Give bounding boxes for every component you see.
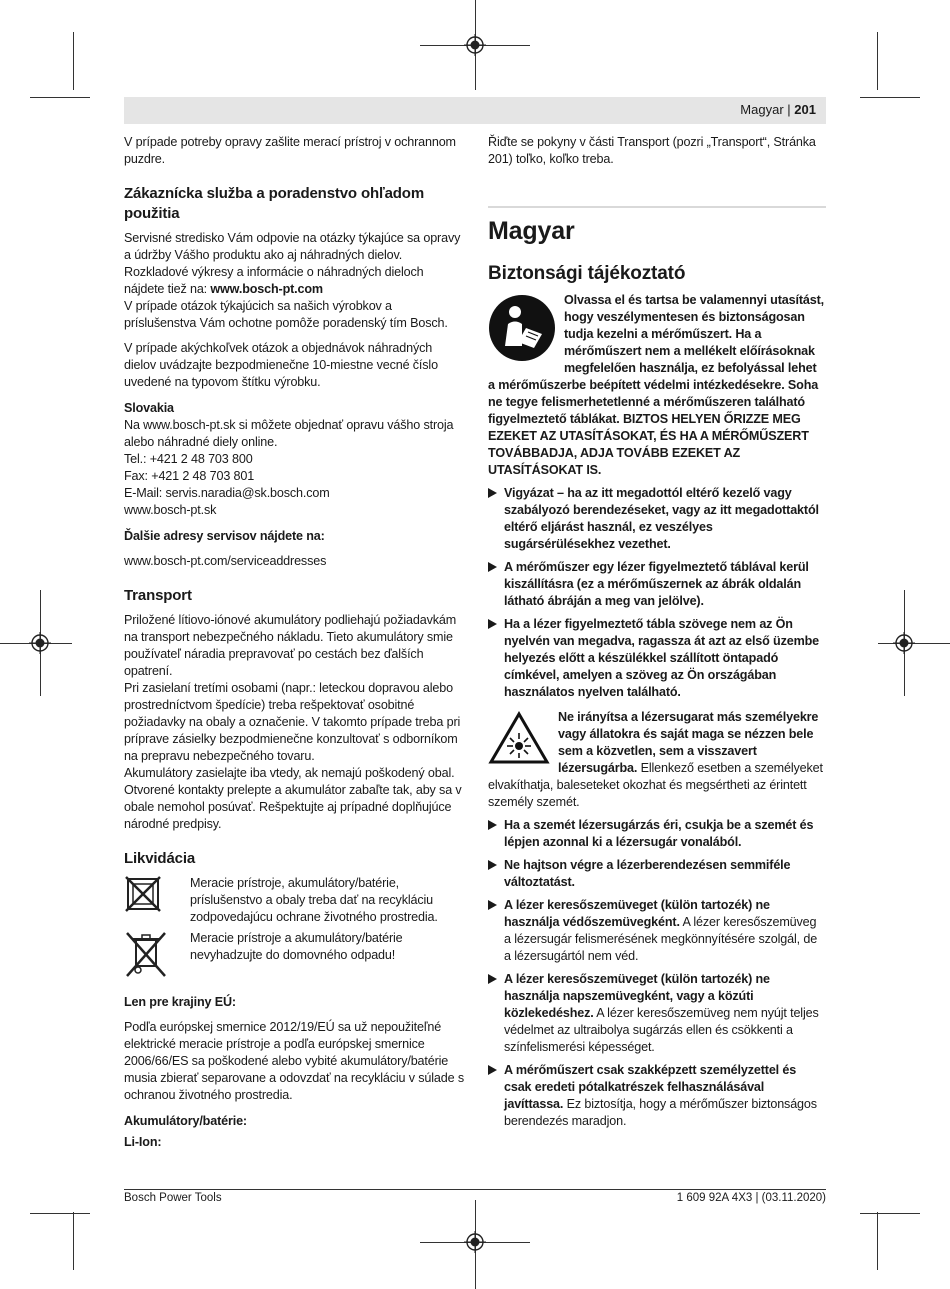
email: E-Mail: servis.naradia@sk.bosch.com [124, 486, 330, 500]
page-number: 201 [794, 102, 816, 117]
disposal-row [124, 875, 464, 926]
list-item: A lézer keresőszemüveget (külön tartozék) ne használja védőszemüvegként. A lézer keresőszemüveg a lézersugár felismerésének megkönnyítésére szolgál, de a lézersugártól nem véd. [488, 897, 826, 965]
transport-note: Řiďte se pokyny v části Transport (pozri „Transport“, Stránka 201) toľko, koľko treba. [488, 135, 816, 166]
header-text [740, 102, 816, 117]
disposal-paragraph: Meracie prístroje a akumulátory/batérie nevyhadzujte do domovného odpadu! [190, 931, 403, 962]
service-heading: Zákaznícka služba a poradenstvo ohľadom použitia [124, 185, 425, 222]
crossed-bin-icon [124, 930, 170, 980]
disposal-heading: Likvidácia [124, 850, 196, 867]
list-item: A mérőműszer egy lézer figyelmeztető táblával kerül kiszállításra (ez a mérőműszernek az ábrák oldalán látható ábráján a meg van jelölve). [488, 559, 826, 610]
bosch-link[interactable]: www.bosch-pt.com [210, 282, 323, 296]
bullet-triangle-icon [488, 860, 497, 870]
footer-doc-number: 1 609 92A 4X3 | (03.11.2020) [676, 1192, 826, 1204]
crop-mark [30, 97, 90, 98]
registration-mark-icon [893, 632, 915, 654]
footer-rule [124, 1189, 826, 1190]
country-heading: Slovakia [124, 401, 174, 415]
liion-heading: Li-Ion: [124, 1135, 162, 1149]
bullet-triangle-icon [488, 974, 497, 984]
disposal-paragraph: Meracie prístroje, akumulátory/batérie, príslušenstvo a obaly treba dať na recykláciu zodpovedajúcu ochrane životného prostredia. [190, 876, 438, 924]
service-paragraph: V prípade otázok týkajúcich sa našich výrobkov a príslušenstva Vám ochotne pomôže poradenský tím Bosch. [124, 299, 448, 330]
bullet-triangle-icon [488, 820, 497, 830]
list-item: Ha a lézer figyelmeztető tábla szövege nem az Ön nyelvén van megadva, ragassza át azt az első üzembe helyezés előtt a készülékkel szállított öntapadó címkével, amelyen a szöveg az Ön országában használatos nyelven található. [488, 616, 826, 701]
crop-mark [30, 1213, 90, 1214]
list-item: Ne hajtson végre a lézerberendezésen semmiféle változtatást. [488, 857, 826, 891]
laser-warning-icon [488, 711, 550, 765]
safety-list [488, 817, 826, 1130]
list-item: Ha a szemét lézersugárzás éri, csukja be a szemét és lépjen azonnal ki a lézersugár vonalából. [488, 817, 826, 851]
crop-mark [877, 32, 878, 90]
laser-warning-block [488, 709, 826, 811]
section-divider [488, 206, 826, 208]
disposal-row [124, 930, 464, 980]
service-paragraph: Servisné stredisko Vám odpovie na otázky týkajúce sa opravy a údržby Vášho produktu ako aj náhradných dielov. Rozkladové výkresy a informácie o náhradných dieloch nájdete tiež na: www.bosch-pt.com [124, 231, 461, 296]
safety-heading: Biztonsági tájékoztató [488, 263, 686, 284]
bullet-triangle-icon [488, 900, 497, 910]
list-item: A mérőműszert csak szakképzett személyzettel és csak eredeti pótalkatrészek felhasználásával javíttassa. Ez biztosítja, hogy a mérőműszer biztonságos berendezés maradjon. [488, 1062, 826, 1130]
read-manual-block [488, 292, 826, 479]
crop-mark [73, 32, 74, 90]
left-column [124, 134, 464, 1151]
transport-paragraph: Priložené lítiovo-iónové akumulátory podliehajú požiadavkám na transport nebezpečného nákladu. Tieto akumulátory smie používateľ náradia prepravovať po cestách bez ďalších opatrení. [124, 613, 457, 678]
registration-mark-icon [464, 34, 486, 56]
bullet-triangle-icon [488, 619, 497, 629]
fax: Fax: +421 2 48 703 801 [124, 469, 255, 483]
page-header [124, 97, 826, 124]
header-separator: | [787, 102, 791, 117]
crop-mark [877, 1212, 878, 1270]
read-manual-icon [488, 294, 556, 362]
safety-list [488, 485, 826, 701]
crop-mark [73, 1212, 74, 1270]
right-column [488, 134, 826, 1130]
more-addresses-heading: Ďalšie adresy servisov nájdete na: [124, 529, 325, 543]
bullet-triangle-icon [488, 488, 497, 498]
country-paragraph: Na www.bosch-pt.sk si môžete objednať opravu vášho stroja alebo náhradné diely online. [124, 418, 454, 449]
list-item: Vigyázat – ha az itt megadottól eltérő kezelő vagy szabályozó berendezéseket, vagy az itt megadottaktól eltérő eljárást használ, ez veszélyes sugársérülésekhez vezethet. [488, 485, 826, 553]
registration-mark-icon [29, 632, 51, 654]
language-heading: Magyar [488, 217, 575, 245]
bullet-triangle-icon [488, 1065, 497, 1075]
list-item: A lézer keresőszemüveget (külön tartozék) ne használja napszemüvegként, vagy a közúti közlekedéshez. A lézer keresőszemüveg nem nyújt teljes védelmet az ultraibolya sugárzás ellen és csökkenti a színfelismerési képességet. [488, 971, 826, 1056]
transport-heading: Transport [124, 587, 192, 604]
eu-heading: Len pre krajiny EÚ: [124, 995, 236, 1009]
read-manual-text: Olvassa el és tartsa be valamennyi utasítást, hogy veszélymentesen és biztonságosan tudja kezelni a mérőműszert. Ha a mérőműszert nem a mellékelt előírásoknak megfelelően használja, ez befolyással lehet a mérőműszerbe beépített védelmi intézkedésekre. Soha ne tegye felismerhetetlenné a mérőműszeren található figyelmeztető táblákat. BIZTOS HELYEN ŐRIZZE MEG EZEKET AZ UTASÍTÁSOKAT, ÉS HA A MÉRŐMŰSZERT TOVÁBBADJA, ADJA TOVÁBB EZEKET AZ UTASÍTÁSOKAT IS. [488, 293, 824, 477]
website: www.bosch-pt.sk [124, 503, 217, 517]
crop-mark [860, 1213, 920, 1214]
phone: Tel.: +421 2 48 703 800 [124, 452, 253, 466]
crop-mark [860, 97, 920, 98]
service-paragraph: V prípade akýchkoľvek otázok a objednávok náhradných dielov uvádzajte bezpodmienečne 10-miestne vecné číslo uvedené na typovom štítku výrobku. [124, 341, 438, 389]
more-addresses-url: www.bosch-pt.com/serviceaddresses [124, 554, 327, 568]
registration-mark-icon [464, 1231, 486, 1253]
bullet-triangle-icon [488, 562, 497, 572]
transport-paragraph: Pri zasielaní tretími osobami (napr.: leteckou dopravou alebo prostredníctvom špedície) treba rešpektovať osobitné požiadavky na obaly a označenie. V takomto prípade treba pri príprave zásielky bezpodmienečne konzultovať s odborníkom na prepravu nebezpečného tovaru. [124, 681, 461, 763]
repair-intro: V prípade potreby opravy zašlite merací prístroj v ochrannom puzdre. [124, 135, 456, 166]
transport-paragraph: Akumulátory zasielajte iba vtedy, ak nemajú poškodený obal. Otvorené kontakty prelepte a akumulátor zabaľte tak, aby sa v obale nemohol posúvať. Rešpektujte aj prípadné doplňujúce národné predpisy. [124, 766, 462, 831]
footer-brand: Bosch Power Tools [124, 1192, 222, 1204]
battery-heading: Akumulátory/batérie: [124, 1114, 247, 1128]
eu-paragraph: Podľa európskej smernice 2012/19/EÚ sa už nepoužiteľné elektrické meracie prístroje a podľa európskej smernice 2006/66/ES sa poškodené alebo vybité akumulátory/batérie musia zbierať separovane a odovzdať na recykláciu v súlade s ochranou životného prostredia. [124, 1020, 464, 1102]
laser-warning-text: Ne irányítsa a lézersugarat más személyekre vagy állatokra és saját maga se nézzen bele sem a közvetlen, sem a visszavert lézersugárba. Ellenkező esetben a személyeket elvakíthatja, baleseteket okozhat és megsértheti az érintett személy szemét. [488, 710, 823, 809]
header-language: Magyar [740, 102, 784, 117]
recycle-box-icon [124, 875, 170, 915]
